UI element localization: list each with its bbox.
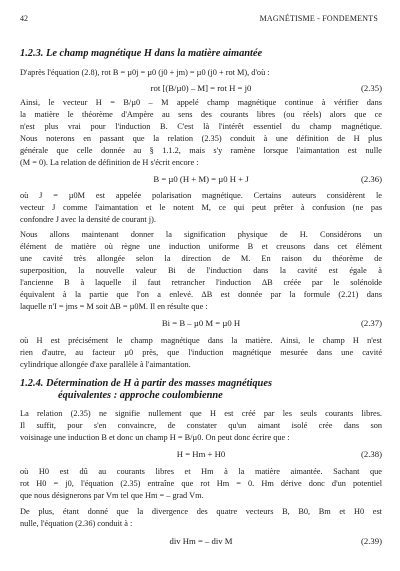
text-line: La relation (2.35) ne signifie nullement que H est créé par les seuls courants libres. (20, 409, 382, 418)
running-header: MAGNÉTISME - FONDEMENTS (259, 14, 378, 23)
text-line: vecteur J comme l'aimantation et le notent M, ce qui peut prêter à confusion (ne pas (20, 203, 382, 212)
equation-2-37 (20, 317, 382, 330)
text-line: équivalent à la partie que l'on a enlevé. ΔB est donnée par la formule (2.21) dans (20, 290, 382, 299)
text-line: élément de matière où règne une induction uniforme B et creusons dans cet élément (20, 242, 382, 251)
text-line: Nous allons maintenant donner la signification physique de H. Considérons un (20, 230, 382, 239)
text-line: que nous désignerons par Vm tel que Hm = – grad Vm. (20, 491, 204, 500)
section-title-1-2-3: 1.2.3. Le champ magnétique H dans la matière aimantée (20, 48, 263, 59)
text-line: une cavité très allongée selon la direction de M. En raison du théorème de (20, 254, 382, 263)
equation-2-38 (20, 448, 382, 461)
text-line: la matière le théorème d'Ampère au sens des courants libres (ou réels) alors que ce (20, 110, 382, 119)
text-line: De plus, étant donné que la divergence des quatre vecteurs B, B0, Bm et H0 est (20, 507, 382, 516)
text-line: l'ancienne B à laquelle il faut retrancher l'induction ΔB créée par le solénoïde (20, 278, 382, 287)
text-line: rien d'autre, au facteur µ0 près, que l'induction magnétique mesurée dans une cavité (20, 348, 382, 357)
equation-formula: Bi = B – µ0 M = µ0 H (161, 318, 241, 328)
equation-number: (2.38) (361, 449, 382, 459)
equation-number: (2.39) (361, 536, 382, 546)
text-line: Ainsi, le vecteur H = B/µ0 – M appelé champ magnétique continue à vérifier dans (20, 98, 382, 107)
text-line: voisinage une induction B et donc un champ H = B/µ0. On peut donc écrire que : (20, 433, 290, 442)
text-line: D'après l'équation (2.8), rot B = µ0j = µ0 (j0 + jm) = µ0 (j0 + rot M), d'où : (20, 68, 270, 77)
text-line: rot H0 = j0, l'équation (2.35) entraîne que rot Hm = 0. Hm dérive donc d'un potentiel (20, 479, 382, 488)
text-line: cylindrique allongée d'axe parallèle à l'aimantation. (20, 360, 191, 369)
text-line: Il suffit, pour s'en convaincre, de constater qu'un aimant isolé crée dans son (20, 421, 382, 430)
text-line: où H est précisément le champ magnétique dans la matière. Ainsi, le champ H n'est (20, 336, 382, 345)
equation-formula: B = µ0 (H + M) = µ0 H + J (153, 174, 249, 184)
text-line: laquelle n'I = jms = M soit ΔB = µ0M. Il en résulte que : (20, 302, 208, 311)
equation-formula: div Hm = – div M (169, 536, 233, 546)
equation-formula: rot [(B/µ0) – M] = rot H = j0 (150, 83, 252, 93)
equation-number: (2.35) (361, 83, 382, 93)
text-line: Nous noterons en passant que la relation (2.35) conduit à une définition de H plus (20, 134, 382, 143)
section-title-1-2-4-continued: équivalentes : approche coulombienne (58, 390, 223, 401)
text-line: nulle, l'équation (2.36) conduit à : (20, 519, 133, 528)
text-line: superposition, la nouvelle valeur Bi de l'induction dans la cavité est égale à (20, 266, 382, 275)
text-line: où H0 est dû au courants libres et Hm à la matière aimantée. Sachant que (20, 467, 382, 476)
equation-number: (2.36) (361, 174, 382, 184)
equation-formula: H = Hm + H0 (176, 449, 226, 459)
equation-2-35 (20, 82, 382, 95)
text-line: (M = 0). La relation de définition de H s'écrit encore : (20, 158, 199, 167)
text-line: n'est plus vrai pour l'induction B. C'est là l'intérêt essentiel du champ magnétique. (20, 122, 382, 131)
equation-2-39 (20, 535, 382, 548)
text-line: où J = µ0M est appelée polarisation magnétique. Certains auteurs considèrent le (20, 191, 382, 200)
page-number: 42 (20, 14, 28, 23)
text-line: confondre J avec la densité de courant j). (20, 215, 156, 224)
text-line: générale que celle donnée au § 1.1.2, mais s'y ramène lorsque l'aimantation est nulle (20, 146, 382, 155)
equation-number: (2.37) (361, 318, 382, 328)
section-title-1-2-4: 1.2.4. Détermination de H à partir des masses magnétiques (20, 378, 272, 389)
equation-2-36 (20, 173, 382, 186)
